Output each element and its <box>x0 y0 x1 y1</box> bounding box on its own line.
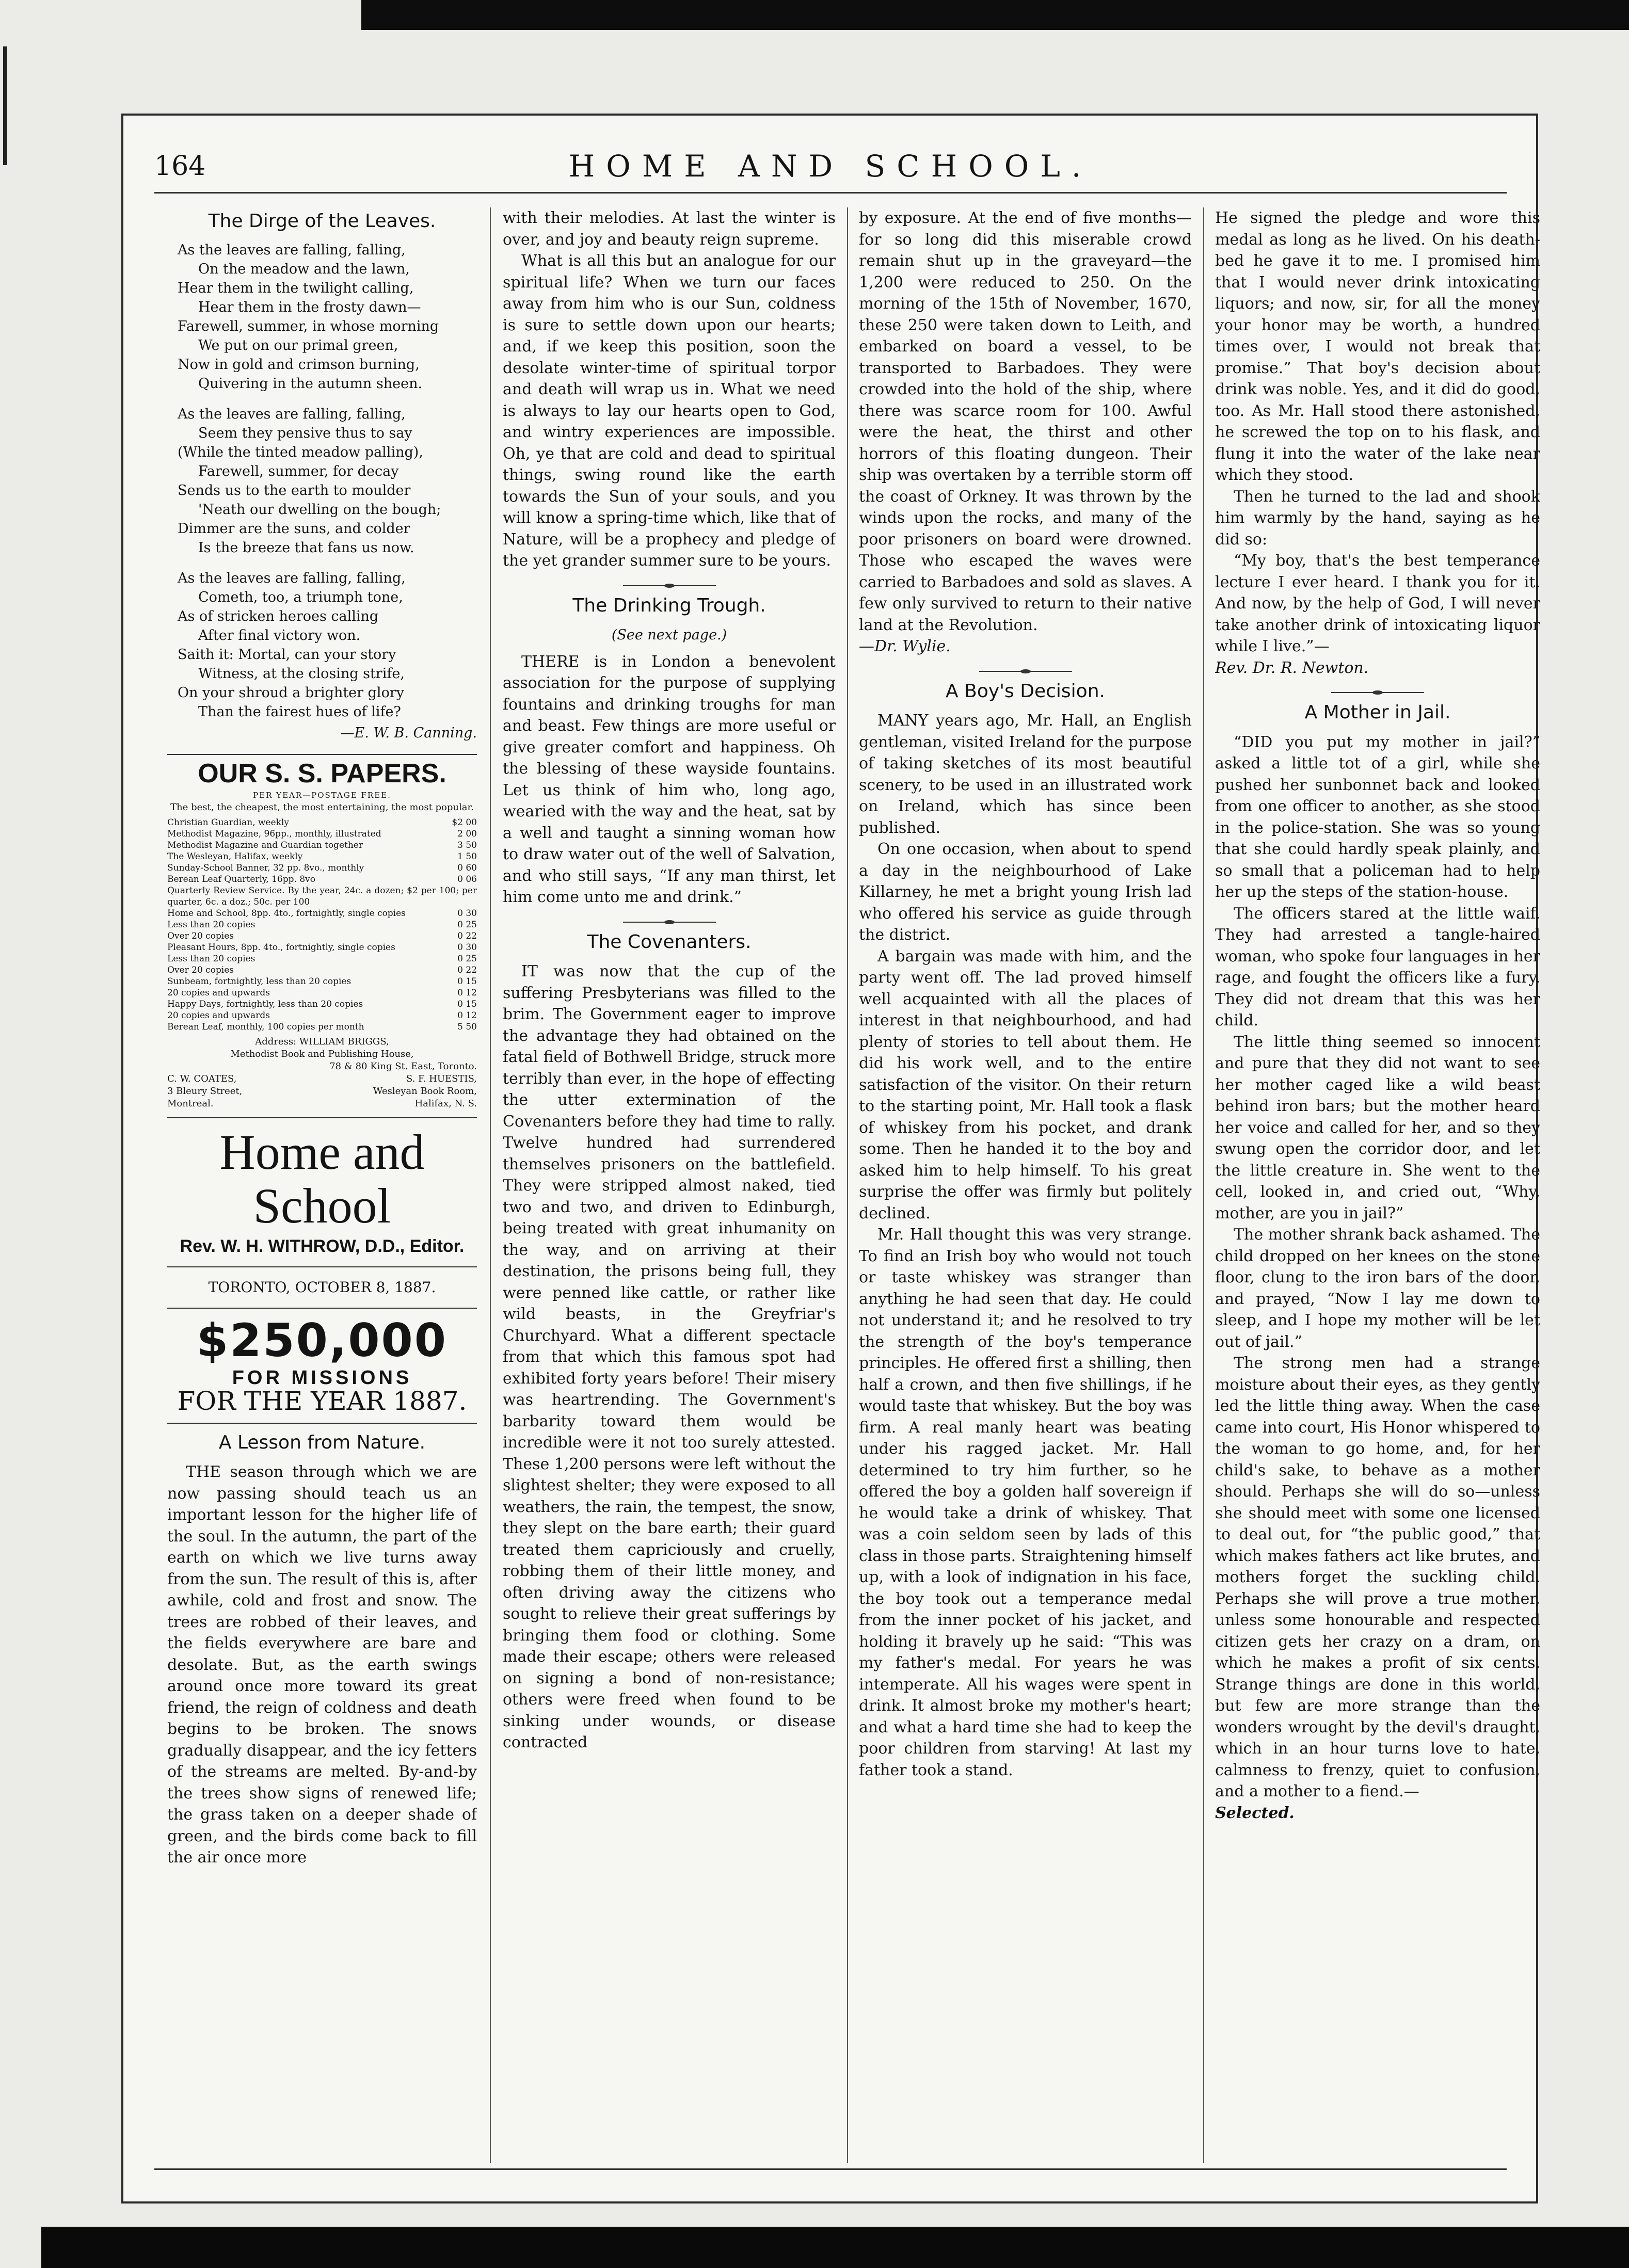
publisher-house: Methodist Book and Publishing House, <box>230 1048 414 1059</box>
mother-paragraph: The officers stared at the little waif. They had arrested a tangle-haired woman, who spoke four languages in her rage, and fought the officers like a fury. They did not dream that this was her child. <box>1215 904 1540 1030</box>
price-value: 0 30 <box>457 908 477 919</box>
price-item: Less than 20 copies <box>167 919 255 930</box>
stanza-break <box>167 393 477 405</box>
price-row <box>167 964 477 976</box>
poem-line: Sends us to the earth to moulder <box>178 482 411 498</box>
price-row <box>167 840 477 851</box>
section-divider <box>1331 692 1424 695</box>
masthead-date: TORONTO, OCTOBER 8, 1887. <box>167 1266 477 1309</box>
column-1 <box>167 207 477 2168</box>
price-row <box>167 976 477 987</box>
papers-intro: The best, the cheapest, the most entertaining, the most popular. <box>170 801 474 813</box>
price-list <box>167 817 477 1033</box>
publisher-address <box>167 1036 477 1110</box>
poem-line: 'Neath our dwelling on the bough; <box>198 501 441 518</box>
poem-line: We put on our primal green, <box>198 337 398 353</box>
boy-credit: Rev. Dr. R. Newton. <box>1215 658 1369 677</box>
agent-left-street: 3 Bleury Street, <box>167 1085 243 1097</box>
lesson-paragraph: What is all this but an analogue for our spiritual life? When we turn our faces away from him who is our Sun, coldness is sure to settle down upon our hearts; and, if we keep this position, soon the desolate winter-time of spiritual torpor and death will wrap us in. What we need is always to lay our hearts open to God, and wintry experiences are impossible. Oh, ye that are cold and dead to spiritual things, swing round like the earth towards the Sun of your souls, and you will know a spring-time which, like that of Nature, will be a prophecy and pledge of the yet grander summer sure to be yours. <box>503 252 836 570</box>
poem-line: Witness, at the closing strife, <box>198 665 405 682</box>
price-row <box>167 987 477 999</box>
boy-paragraph: “My boy, that's the best temperance lecture I ever heard. I thank you for it. And now, by the help of God, I will never take another drink of intoxicating liquor while I live.”— <box>1215 552 1540 655</box>
agent-right-street: Wesleyan Book Room, <box>373 1085 477 1097</box>
column-4 <box>1215 207 1540 2168</box>
poem-line: Seem they pensive thus to say <box>198 425 412 441</box>
price-item: Quarterly Review Service. By the year, 24c. a dozen; $2 per 100; per quarter, 6c. a doz.; 50c. per 100 <box>167 885 477 907</box>
masthead-title: Home and School <box>219 1124 425 1233</box>
price-row <box>167 1021 477 1033</box>
boy-paragraph: Then he turned to the lad and shook him warmly by the hand, saying as he did so: <box>1215 487 1540 549</box>
price-item: Less than 20 copies <box>167 953 255 964</box>
price-item: The Wesleyan, Halifax, weekly <box>167 851 303 862</box>
poem-title: The Dirge of the Leaves. <box>208 211 436 232</box>
price-item: Sunbeam, fortnightly, less than 20 copies <box>167 976 352 987</box>
trough-paragraph: THERE is in London a benevolent association for the purpose of supplying fountains and drinking troughs for man and beast. Few things are more useful or give greater comfort and happiness. Oh the blessing of these wayside fountains. Let us think of him who, long ago, wearied with the way and the heat, sat by a well and taught a sinning woman how to draw water out of the well of Salvation, and who still says, “If any man thirst, let him come unto me and drink.” <box>503 652 836 906</box>
price-value: 0 12 <box>457 987 477 998</box>
price-row <box>167 953 477 964</box>
mother-paragraph: The little thing seemed so innocent and pure that they did not want to see her mother caged like a wild beast behind iron bars; but the mother heard her voice and called for her, and so they swung open the corridor door, and let the little creature in. She went to the cell, looked in, and cried out, “Why, mother, are you in jail?” <box>1215 1033 1540 1223</box>
missions-amount: $250,000 <box>196 1313 448 1367</box>
poem-line: Farewell, summer, in whose morning <box>178 318 439 334</box>
price-item: Christian Guardian, weekly <box>167 817 290 828</box>
price-value: 0 22 <box>457 964 477 975</box>
lesson-title: A Lesson from Nature. <box>218 1431 426 1453</box>
price-value: $2 00 <box>452 817 477 828</box>
papers-title: OUR S. S. PAPERS. <box>198 759 446 789</box>
mother-paragraph: “DID you put my mother in jail?” asked a little tot of a girl, while she pushed her sunbonnet back and looked from one officer to another, as she stood in the police-station. She was so young that she could hardly speak plainly, and so small that a policeman had to help her up the steps of the station-house. <box>1215 733 1540 901</box>
boy-title: A Boy's Decision. <box>946 680 1105 702</box>
poem-line: As the leaves are falling, falling, <box>178 406 406 422</box>
poem-line: As of stricken heroes calling <box>178 608 379 624</box>
price-value: 0 25 <box>457 919 477 930</box>
price-row <box>167 908 477 919</box>
poem-line: Saith it: Mortal, can your story <box>178 646 396 663</box>
price-item: 20 copies and upwards <box>167 987 270 998</box>
price-item: Over 20 copies <box>167 964 234 975</box>
poem-line: Quivering in the autumn sheen. <box>198 375 423 392</box>
covenanters-title: The Covenanters. <box>587 931 752 953</box>
price-row <box>167 1010 477 1021</box>
price-row <box>167 999 477 1010</box>
price-item: Sunday-School Banner, 32 pp. 8vo., monthly <box>167 862 364 873</box>
missions-year: FOR THE YEAR 1887. <box>177 1386 467 1416</box>
covenanters-paragraph: by exposure. At the end of five months—for so long did this miserable crowd remain shut up in the graveyard—the 1,200 were reduced to 250. On the morning of the 15th of November, 1670, these 250 were taken down to Leith, and embarked on board a vessel, to be transported to Barbadoes. They were crowded into the hold of the ship, where there was scarce room for 100. Awful were the heat, the thirst and other horrors of this floating dungeon. Their ship was overtaken by a terrible storm off the coast of Orkney. It was thrown by the winds upon the rocks, and many of the poor prisoners on board were drowned. Those who escaped the waves were carried to Barbadoes and sold as slaves. A few only survived to return to their native land at the Revolution. <box>859 209 1192 634</box>
price-value: 0 12 <box>457 1010 477 1021</box>
footer-rule <box>154 2168 1507 2170</box>
price-row <box>167 862 477 874</box>
poem-credit: —E. W. B. Canning. <box>340 725 477 741</box>
scan-mark-left <box>3 46 7 165</box>
agent-left-city: Montreal. <box>167 1098 214 1109</box>
price-item: Methodist Magazine, 96pp., monthly, illustrated <box>167 828 381 839</box>
price-value: 0 15 <box>457 976 477 987</box>
poem-line: Hear them in the twilight calling, <box>178 280 414 296</box>
price-row <box>167 828 477 840</box>
boy-paragraph: MANY years ago, Mr. Hall, an English gentleman, visited Ireland for the purpose of taking sketches of its most beautiful scenery, to be used in an illustrated work on Ireland, which has since been published. <box>859 712 1192 837</box>
papers-subtitle: PER YEAR—POSTAGE FREE. <box>253 790 391 800</box>
stanza-break <box>167 557 477 569</box>
poem-line: Hear them in the frosty dawn— <box>198 299 421 315</box>
newspaper-page <box>121 114 1538 2203</box>
page-header <box>154 147 1507 188</box>
price-item: Over 20 copies <box>167 930 234 941</box>
price-value: 0 15 <box>457 999 477 1009</box>
lesson-paragraph: THE season through which we are now passing should teach us an important lesson for the higher life of the soul. In the autumn, the part of the earth on which we live turns away from the sun. The result of this is, after awhile, cold and frost and snow. The trees are robbed of their leaves, and the fields everywhere are bare and desolate. But, as the earth swings around once more toward its great friend, the reign of coldness and death begins to be broken. The snows gradually disappear, and the icy fetters of the streams are melted. By-and-by the trees show signs of renewed life; the grass taken on a deeper shade of green, and the birds come back to fill the air once more <box>167 1463 477 1867</box>
poem-line: Dimmer are the suns, and colder <box>178 520 410 537</box>
poem-line: Now in gold and crimson burning, <box>178 356 420 373</box>
poem-line: Is the breeze that fans us now. <box>198 539 414 556</box>
lesson-paragraph: with their melodies. At last the winter is over, and joy and beauty reign supreme. <box>503 209 836 249</box>
price-item: Happy Days, fortnightly, less than 20 copies <box>167 999 363 1009</box>
agent-right-name: S. F. HUESTIS, <box>406 1073 477 1084</box>
poem-line: As the leaves are falling, falling, <box>178 570 406 586</box>
missions-line: FOR MISSIONS <box>232 1366 412 1389</box>
boy-paragraph: Mr. Hall thought this was very strange. To find an Irish boy who would not touch or taste whiskey was stranger than anything he had seen that day. He could not understand it; and he resolved to try the strength of the boy's temperance principles. He offered first a shilling, then half a crown, and then five shillings, if he would taste that whiskey. But the boy was firm. A real manly heart was beating under his ragged jacket. Mr. Hall determined to try him further, so he offered the boy a golden half sovereign if he would take a drink of whiskey. That was a coin seldom seen by lads of this class in those parts. Straightening himself up, with a look of indignation in his face, the boy took out a temperance medal from the inner pocket of his jacket, and holding it bravely up he said: “This was my father's medal. For years he was intemperate. All his wages were spent in drink. It almost broke my mother's heart; and what a hard time she had to keep the poor children from starving! At last my father took a stand. <box>859 1226 1192 1779</box>
poem-line: As the leaves are falling, falling, <box>178 242 406 258</box>
poem-line: On the meadow and the lawn, <box>198 261 410 277</box>
price-item: Pleasant Hours, 8pp. 4to., fortnightly, single copies <box>167 942 395 953</box>
price-value: 5 50 <box>457 1021 477 1032</box>
page-number: 164 <box>154 151 206 182</box>
section-rule <box>167 1117 477 1118</box>
section-rule <box>167 754 477 755</box>
mother-credit: Selected. <box>1215 1804 1295 1822</box>
trough-note: (See next page.) <box>611 627 727 643</box>
column-3 <box>859 207 1192 2168</box>
price-value: 0 22 <box>457 930 477 941</box>
masthead-editor: Rev. W. H. WITHROW, D.D., Editor. <box>180 1236 465 1256</box>
poem-line: After final victory won. <box>198 627 361 644</box>
mother-title: A Mother in Jail. <box>1304 702 1451 723</box>
price-item: Home and School, 8pp. 4to., fortnightly, single copies <box>167 908 406 919</box>
poem-line: Farewell, summer, for decay <box>198 463 399 479</box>
covenanters-paragraph: IT was now that the cup of the suffering Presbyterians was filled to the brim. The Government eager to improve the advantage they had obtained on the fatal field of Bothwell Bridge, struck more terribly than ever, in the hope of effecting the utter extermination of the Covenanters before they had time to rally. Twelve hundred had surrendered themselves prisoners on the battlefield. They were stripped almost naked, tied two and two, and driven to Edinburgh, being treated with great inhumanity on the way, and on arriving at their destination, the prisons being full, they were penned like cattle, or rather like wild beasts, in the Greyfriar's Churchyard. What a different spectacle from that which this famous spot had exhibited forty years before! Their misery was heartrending. The Government's barbarity toward them would be incredible were it not too surely attested. These 1,200 persons were left without the slightest shelter; they were exposed to all weathers, the rain, the tempest, the snow, they slept on the bare earth; their guard treated them capriciously and cruelly, robbing them of their little money, and often driving away the citizens who sought to relieve their great sufferings by bringing them food or clothing. Some made their escape; others were released on signing a bond of non-resistance; others were freed when found to be sinking under wounds, or disease contracted <box>503 962 836 1751</box>
price-item: Berean Leaf Quarterly, 16pp. 8vo <box>167 874 316 884</box>
section-rule <box>167 1423 477 1424</box>
price-value: 2 00 <box>457 828 477 839</box>
poem-line: On your shroud a brighter glory <box>178 684 404 701</box>
price-value: 0 25 <box>457 953 477 964</box>
poem-line: Than the fairest hues of life? <box>198 703 401 720</box>
price-row <box>167 942 477 953</box>
column-2 <box>503 207 836 2168</box>
price-value: 0 06 <box>457 874 477 884</box>
price-row <box>167 874 477 885</box>
address-label: Address: <box>255 1036 297 1047</box>
poem-line: (While the tinted meadow palling), <box>178 444 423 460</box>
price-value: 0 30 <box>457 942 477 953</box>
boy-paragraph: A bargain was made with him, and the party went off. The lad proved himself well acquainted with all the places of interest in that neighbourhood, and had plenty of stories to tell about them. He did his work well, and to the entire satisfaction of the visitor. On their return to the starting point, Mr. Hall took a flask of whiskey from his pocket, and drank some. Then he handed it to the boy and asked him to help himself. To his great surprise the offer was firmly but politely declined. <box>859 947 1192 1223</box>
agent-right-city: Halifax, N. S. <box>414 1098 477 1109</box>
section-divider <box>623 922 716 924</box>
boy-paragraph: On one occasion, when about to spend a day in the neighbourhood of Lake Killarney, he met a bright young Irish lad who offered his service as guide through the district. <box>859 840 1192 944</box>
column-rule <box>847 207 848 2163</box>
agent-left-name: C. W. COATES, <box>167 1073 237 1084</box>
section-divider <box>623 585 716 588</box>
boy-paragraph: He signed the pledge and wore this medal as long as he lived. On his death-bed he gave it to me. I promised him that I would never drink intoxicating liquors; and now, sir, for all the money your honor may be worth, a hundred times over, I would not break that promise.” That boy's decision about drink was noble. Yes, and it did do good, too. As Mr. Hall stood there astonished, he screwed the top on to his flask, and flung it into the water of the lake near which they stood. <box>1215 209 1540 484</box>
poem-body <box>167 240 477 721</box>
price-item: Methodist Magazine and Guardian together <box>167 840 363 850</box>
price-item: Berean Leaf, monthly, 100 copies per month <box>167 1021 364 1032</box>
trough-title: The Drinking Trough. <box>572 594 766 616</box>
section-divider <box>979 671 1072 673</box>
column-rule <box>490 207 491 2163</box>
poem-line: Cometh, too, a triumph tone, <box>198 589 403 605</box>
price-row <box>167 930 477 942</box>
column-rule <box>1203 207 1204 2163</box>
price-row <box>167 851 477 862</box>
price-item: 20 copies and upwards <box>167 1010 270 1021</box>
scan-border-top <box>361 0 1629 30</box>
publisher-street: 78 & 80 King St. East, Toronto. <box>329 1060 477 1072</box>
mother-paragraph: The strong men had a strange moisture about their eyes, as they gently led the little thing away. When the case came into court, His Honor whispered to the woman to go home, and, for her child's sake, to behave as a mother should. Perhaps she will do so—unless she should meet with some one licensed to deal out, for “the public good,” that which makes fathers act like brutes, and mothers forget the suckling child. Perhaps she will prove a true mother, unless some honourable and respected citizen gets her crazy on a dram, on which he makes a profit of six cents. Strange things are done in this world, but few are more strange than the wonders wrought by the devil's draught, which in an hour turns love to hate, calmness to frenzy, quiet to confusion, and a mother to a fiend.— <box>1215 1354 1540 1800</box>
price-value: 0 60 <box>457 862 477 873</box>
price-row <box>167 817 477 828</box>
covenanters-credit: —Dr. Wylie. <box>859 637 951 655</box>
mother-paragraph: The mother shrank back ashamed. The child dropped on her knees on the stone floor, clung to the iron bars of the door, and prayed, “Now I lay me down to sleep, and I hope my mother will be let out of jail.” <box>1215 1226 1540 1351</box>
price-row <box>167 885 477 908</box>
running-title: HOME AND SCHOOL. <box>568 149 1093 184</box>
price-row <box>167 919 477 930</box>
price-value: 3 50 <box>457 840 477 850</box>
scan-border-bottom <box>41 2227 1629 2268</box>
header-rule <box>154 192 1507 194</box>
publisher-name: WILLIAM BRIGGS, <box>299 1036 389 1047</box>
price-value: 1 50 <box>457 851 477 862</box>
